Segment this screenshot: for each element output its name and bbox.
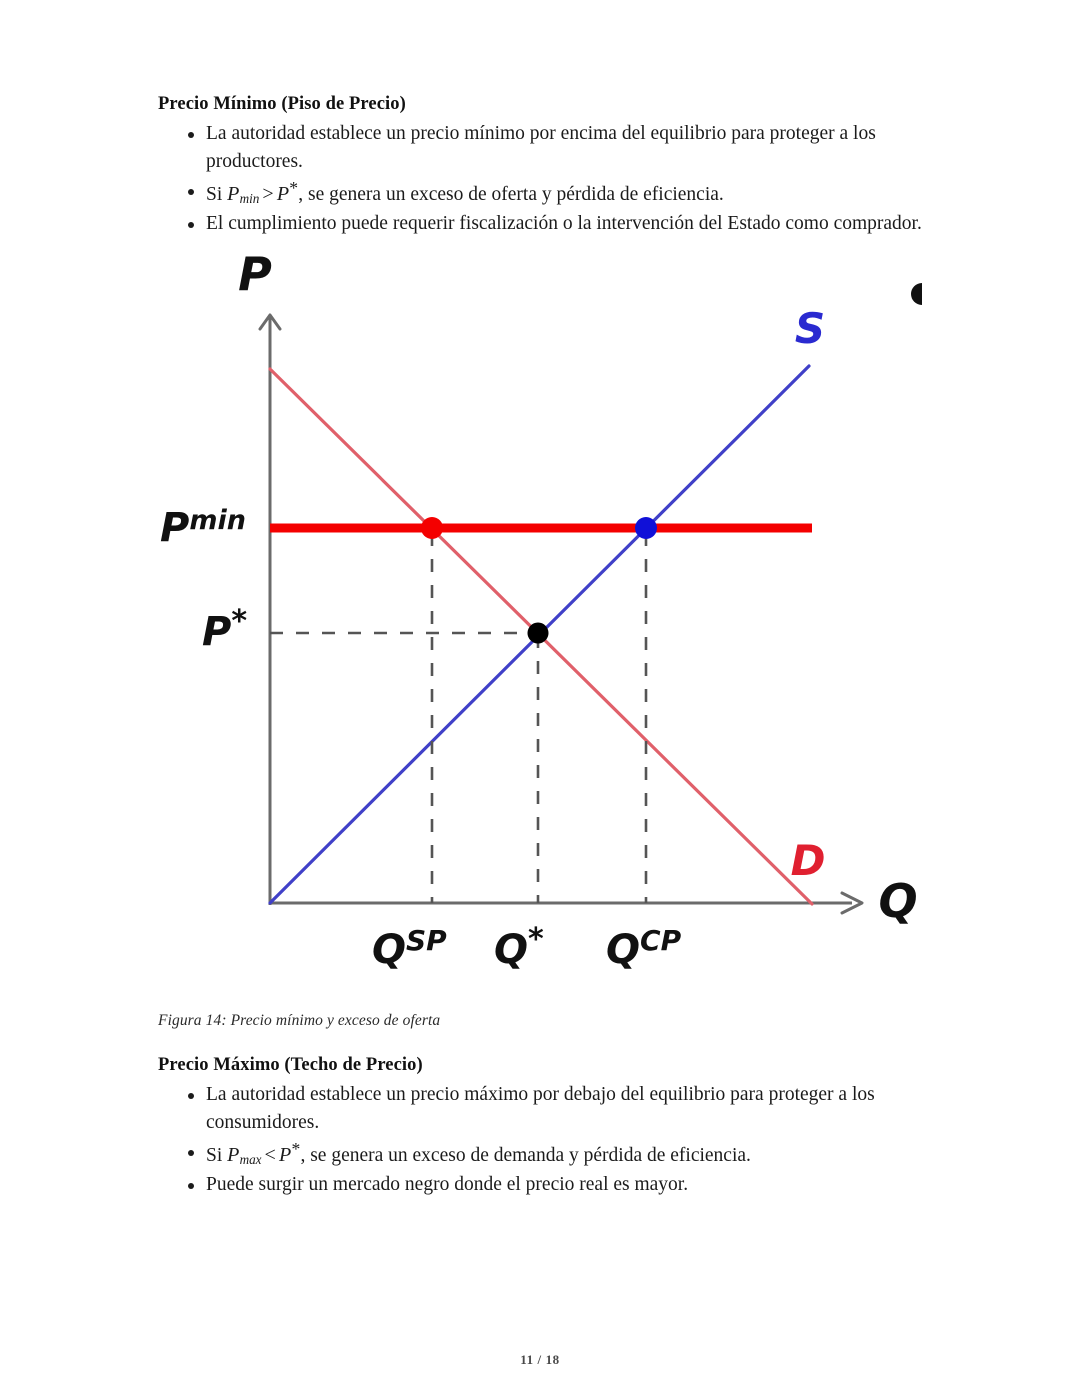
x-tick-label-q-star: Q* bbox=[494, 922, 544, 973]
y-tick-label-p-min: $P^{min}$ bbox=[160, 505, 246, 551]
x-axis-label: Q bbox=[878, 874, 918, 928]
supply-curve-label: S bbox=[794, 304, 826, 353]
list-item bbox=[158, 176, 948, 209]
list-item-text: , se genera un exceso de demanda y pérdida de eficiencia. bbox=[300, 1145, 751, 1167]
y-axis-label: P bbox=[238, 247, 272, 301]
figure-precio-minimo bbox=[150, 245, 950, 985]
math-symbol: $P_{min}$ bbox=[227, 183, 260, 207]
section-precio-maximo bbox=[158, 1053, 948, 1200]
list-item-text: Puede surgir un mercado negro donde el precio real es mayor. bbox=[206, 1174, 689, 1196]
math-operator: > bbox=[262, 183, 274, 206]
math-symbol: $P_{max}$ bbox=[227, 1144, 262, 1168]
list-item-text: El cumplimiento puede requerir fiscalización o la intervención del Estado como comprador. bbox=[206, 213, 922, 235]
list-item-text: Si bbox=[206, 1145, 228, 1167]
bullet-dot-icon bbox=[188, 189, 194, 195]
bullet-list-precio-minimo bbox=[158, 120, 948, 238]
list-item bbox=[158, 1137, 948, 1170]
list-item bbox=[158, 1081, 948, 1136]
list-item-text: La autoridad establece un precio máximo por debajo del equilibrio para proteger a los consumidores. bbox=[206, 1084, 875, 1133]
equilibrium-dot bbox=[528, 623, 549, 644]
x-tick-label-q-sp: $Q^{SP}$ bbox=[372, 924, 447, 973]
list-item-text: , se genera un exceso de oferta y pérdida de eficiencia. bbox=[298, 184, 724, 206]
math-operator: < bbox=[264, 1144, 277, 1167]
list-item-text: La autoridad establece un precio mínimo por encima del equilibrio para proteger a los productores. bbox=[206, 123, 876, 172]
heading-precio-minimo: Precio Mínimo (Piso de Precio) bbox=[158, 94, 406, 114]
list-item bbox=[158, 210, 948, 238]
bullet-dot-icon bbox=[188, 132, 194, 138]
demand-quantity-dot bbox=[421, 517, 443, 539]
figure-caption: Figura 14: Precio mínimo y exceso de oferta bbox=[158, 1012, 441, 1029]
heading-precio-maximo: Precio Máximo (Techo de Precio) bbox=[158, 1055, 423, 1075]
list-item bbox=[158, 120, 948, 175]
bullet-list-precio-maximo bbox=[158, 1081, 948, 1199]
demand-curve-label: D bbox=[790, 836, 826, 885]
list-item-text: Si bbox=[206, 184, 228, 206]
section-precio-minimo bbox=[158, 92, 948, 239]
list-item bbox=[158, 1171, 948, 1199]
page-footer: 11 / 18 bbox=[520, 1352, 560, 1367]
math-symbol: P* bbox=[279, 1139, 301, 1167]
bullet-dot-icon bbox=[188, 1150, 194, 1156]
bullet-dot-icon bbox=[188, 1093, 194, 1099]
math-symbol: P* bbox=[276, 178, 299, 206]
supply-quantity-dot bbox=[635, 517, 657, 539]
y-tick-label-p-star: P* bbox=[202, 604, 248, 655]
x-tick-label-q-cp: $Q^{CP}$ bbox=[606, 924, 682, 973]
bullet-dot-icon bbox=[188, 222, 194, 228]
bullet-dot-icon bbox=[188, 1183, 194, 1189]
ink-artifact bbox=[911, 283, 922, 305]
